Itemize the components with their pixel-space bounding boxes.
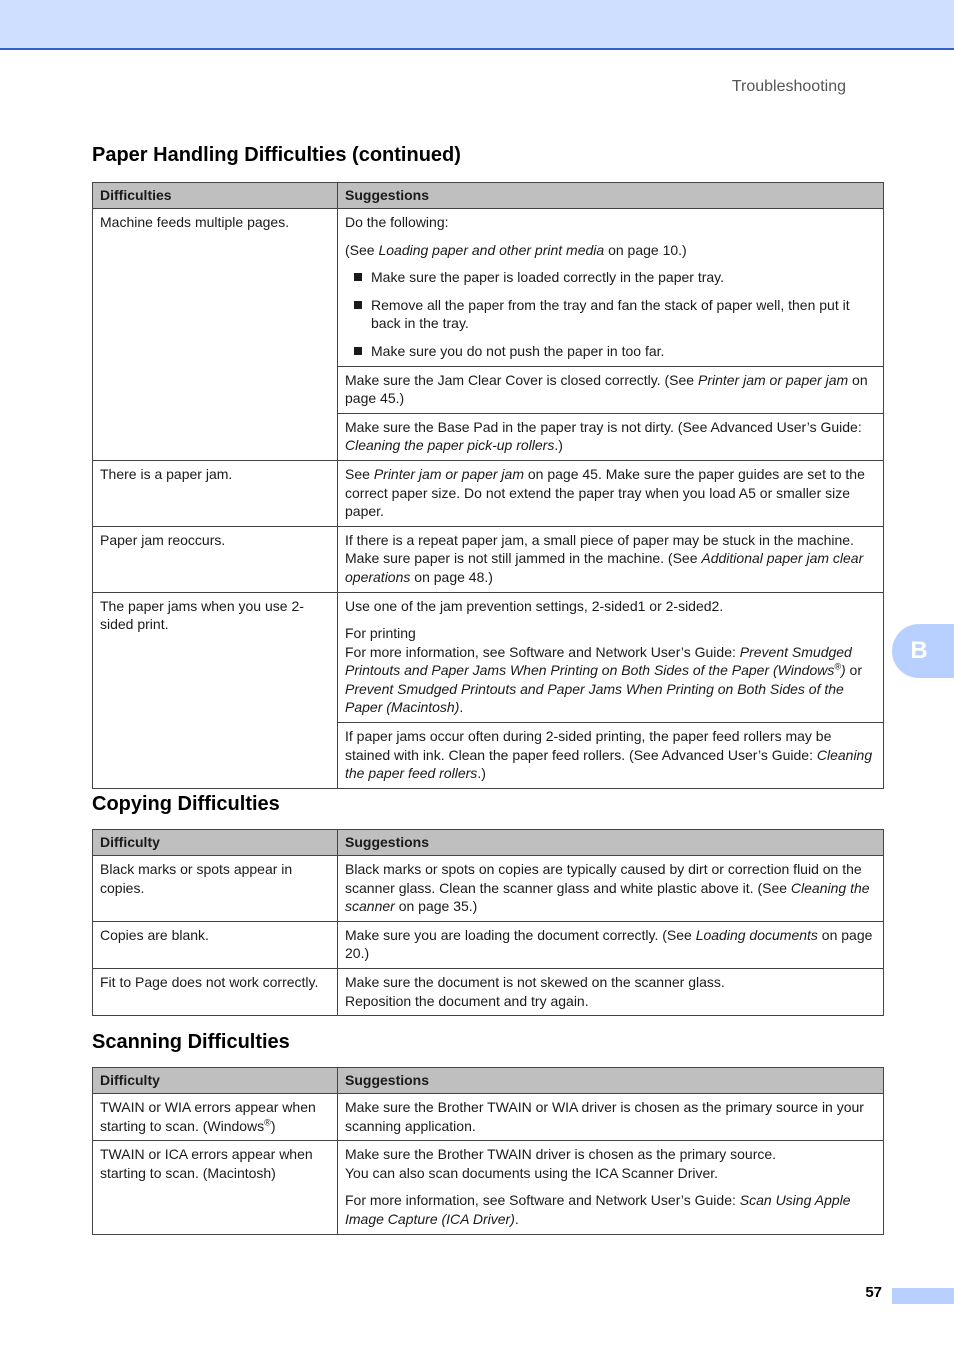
- cross-reference: Scan Using Apple Image Capture (ICA Driver): [345, 1192, 851, 1227]
- suggestion-text: (See Loading paper and other print media on page 10.): [345, 241, 687, 258]
- difficulty-cell: The paper jams when you use 2-sided print.: [93, 592, 338, 788]
- square-bullet-icon: [354, 347, 362, 355]
- section-title-copying: Copying Difficulties: [92, 793, 280, 815]
- difficulty-cell: TWAIN or ICA errors appear when starting to scan. (Macintosh): [93, 1141, 338, 1234]
- column-header-difficulties: Difficulties: [93, 183, 338, 209]
- cross-reference: Cleaning the paper feed rollers: [345, 746, 873, 782]
- table-row: [93, 526, 884, 592]
- list-item: Remove all the paper from the tray and fan the stack of paper well, then put it back in the tray.: [345, 296, 876, 333]
- scanning-table: [92, 1067, 884, 1235]
- suggestion-text: For more information, see Software and Network User’s Guide: Scan Using Apple Image Capture (ICA Driver).: [345, 1192, 851, 1227]
- difficulty-cell: TWAIN or WIA errors appear when starting to scan. (Windows®): [93, 1094, 338, 1141]
- table-row: [93, 1094, 884, 1141]
- cross-reference: Cleaning the scanner: [345, 879, 870, 915]
- table-row: [93, 209, 884, 367]
- page-number: 57: [865, 1284, 882, 1301]
- table-header-row: [93, 830, 884, 856]
- list-item: Make sure you do not push the paper in too far.: [345, 342, 876, 361]
- difficulty-cell: Black marks or spots appear in copies.: [93, 856, 338, 922]
- running-title: Troubleshooting: [731, 78, 846, 95]
- suggestion-cell: Make sure you are loading the document correctly. (See Loading documents on page 20.): [338, 921, 884, 968]
- suggestion-text: For printing For more information, see Software and Network User’s Guide: Prevent Smudged Printouts and Paper Jams When Printing on Both Sides of the Paper (Windows®) or Prevent Smudged Printouts and Paper Jams When Printing on Both Sides of the Paper (Macintosh).: [345, 625, 863, 716]
- suggestion-cell: Make sure the Brother TWAIN or WIA driver is chosen as the primary source in your scanning application.: [338, 1094, 884, 1141]
- difficulty-cell: There is a paper jam.: [93, 460, 338, 526]
- suggestion-cell: [338, 592, 884, 723]
- chapter-tab: B: [892, 624, 954, 678]
- bullet-list: [345, 268, 876, 360]
- column-header-suggestions: Suggestions: [338, 830, 884, 856]
- suggestion-cell: If paper jams occur often during 2-sided printing, the paper feed rollers may be stained with ink. Clean the paper feed rollers. (See Advanced User’s Guide: Cleaning the paper feed rollers.): [338, 723, 884, 789]
- difficulty-cell: Fit to Page does not work correctly.: [93, 968, 338, 1015]
- paper-handling-table: [92, 182, 884, 789]
- cross-reference: Cleaning the paper pick-up rollers: [345, 437, 555, 454]
- table-row: [93, 592, 884, 723]
- difficulty-cell: Copies are blank.: [93, 921, 338, 968]
- suggestion-cell: See Printer jam or paper jam on page 45. Make sure the paper guides are set to the correct paper size. Do not extend the paper tray when you load A5 or smaller size paper.: [338, 460, 884, 526]
- suggestion-cell: [338, 1141, 884, 1234]
- header-band: [0, 0, 954, 50]
- cross-reference: Printer jam or paper jam: [697, 371, 849, 388]
- suggestion-cell: Make sure the Jam Clear Cover is closed correctly. (See Printer jam or paper jam on page 45.): [338, 366, 884, 413]
- table-row: [93, 968, 884, 1015]
- suggestion-text: Do the following:: [345, 214, 449, 230]
- difficulty-cell: Machine feeds multiple pages.: [93, 209, 338, 461]
- cross-reference: Loading paper and other print media: [378, 241, 605, 258]
- square-bullet-icon: [354, 301, 362, 309]
- suggestion-cell: If there is a repeat paper jam, a small piece of paper may be stuck in the machine. Make sure paper is not still jammed in the machine. (See Additional paper jam clear operations on page 48.): [338, 526, 884, 592]
- difficulty-cell: Paper jam reoccurs.: [93, 526, 338, 592]
- suggestion-text: Use one of the jam prevention settings, 2-sided1 or 2-sided2.: [345, 597, 724, 614]
- cross-reference: Prevent Smudged Printouts and Paper Jams When Printing on Both Sides of the Paper (Macintosh): [345, 680, 844, 716]
- table-row: [93, 460, 884, 526]
- column-header-suggestions: Suggestions: [338, 183, 884, 209]
- table-row: [93, 1141, 884, 1234]
- table-header-row: [93, 183, 884, 209]
- suggestion-cell: Make sure the Base Pad in the paper tray is not dirty. (See Advanced User’s Guide: Cleaning the paper pick-up rollers.): [338, 413, 884, 460]
- suggestion-cell: Black marks or spots on copies are typically caused by dirt or correction fluid on the scanner glass. Clean the scanner glass and white plastic above it. (See Cleaning the scanner on page 35.): [338, 856, 884, 922]
- table-header-row: [93, 1068, 884, 1094]
- cross-reference: Prevent Smudged Printouts and Paper Jams When Printing on Both Sides of the Paper (Windows®): [345, 643, 852, 679]
- section-title-scanning: Scanning Difficulties: [92, 1031, 290, 1053]
- section-title-paper-handling: Paper Handling Difficulties (continued): [92, 144, 461, 166]
- copying-table: [92, 829, 884, 1016]
- suggestion-text: Make sure the Brother TWAIN driver is chosen as the primary source. You can also scan documents using the ICA Scanner Driver.: [345, 1146, 777, 1181]
- footer-bar: [892, 1288, 954, 1304]
- column-header-suggestions: Suggestions: [338, 1068, 884, 1094]
- list-item: Make sure the paper is loaded correctly in the paper tray.: [345, 268, 876, 287]
- column-header-difficulty: Difficulty: [93, 1068, 338, 1094]
- square-bullet-icon: [354, 273, 362, 281]
- table-row: [93, 856, 884, 922]
- suggestion-cell: Make sure the document is not skewed on the scanner glass. Reposition the document and try again.: [338, 968, 884, 1015]
- cross-reference: Printer jam or paper jam: [373, 465, 524, 482]
- cross-reference: Additional paper jam clear operations: [345, 550, 864, 585]
- column-header-difficulty: Difficulty: [93, 830, 338, 856]
- cross-reference: Loading documents: [695, 926, 818, 943]
- suggestion-cell: [338, 209, 884, 367]
- table-row: [93, 921, 884, 968]
